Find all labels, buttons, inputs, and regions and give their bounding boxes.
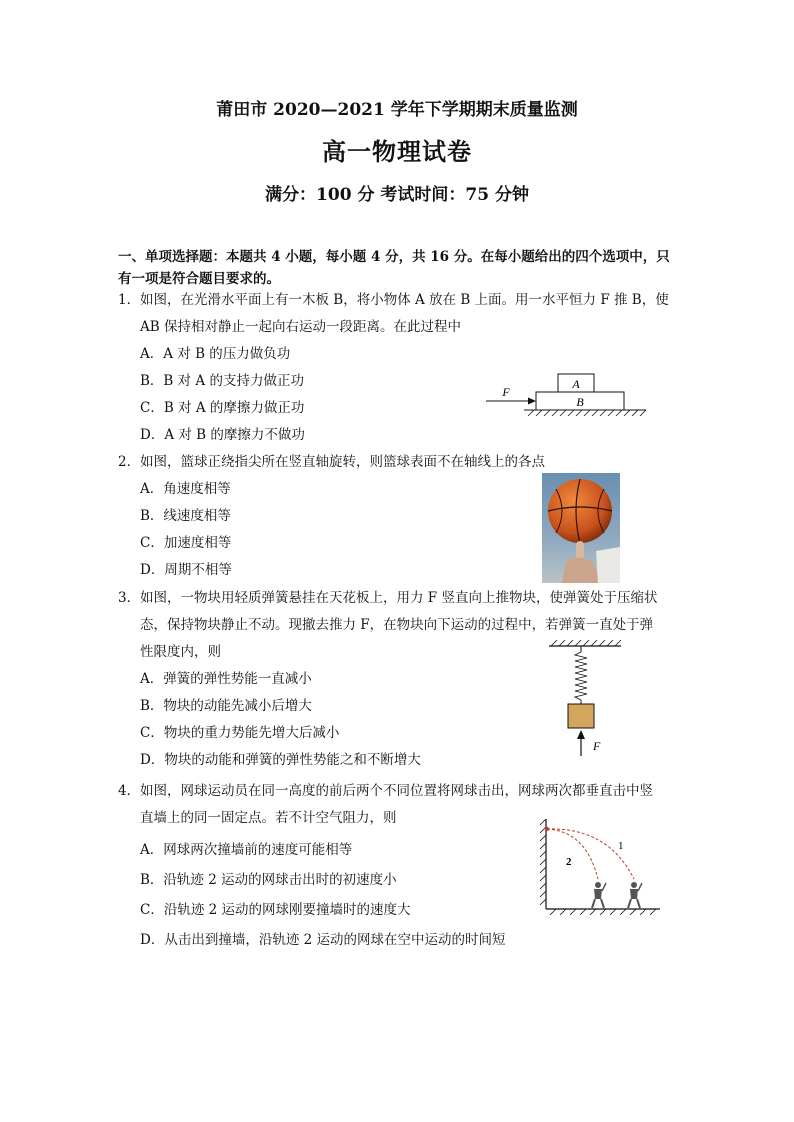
option-c[interactable]: C．沿轨迹 2 运动的网球刚要撞墙时的速度大 — [140, 902, 411, 918]
option-a[interactable]: A．网球两次撞墙前的速度可能相等 — [140, 842, 353, 858]
option-a[interactable]: A．A 对 B 的压力做负功 — [140, 346, 291, 362]
option-c[interactable]: C．加速度相等 — [140, 535, 232, 551]
option-b[interactable]: B．沿轨迹 2 运动的网球击出时的初速度小 — [140, 872, 397, 888]
option-b[interactable]: B．物块的动能先减小后增大 — [140, 698, 312, 714]
option-b[interactable]: B．B 对 A 的支持力做正功 — [140, 373, 304, 389]
figure-spinning-basketball — [542, 473, 620, 583]
question-number: 2． — [118, 454, 141, 470]
trajectory-1 — [547, 829, 634, 879]
question-number: 1． — [118, 292, 141, 308]
option-d[interactable]: D．从击出到撞墙，沿轨迹 2 运动的网球在空中运动的时间短 — [140, 932, 506, 948]
question-stem-line: AB 保持相对静止一起向右运动一段距离。在此过程中 — [140, 319, 461, 335]
question-stem-line: 如图，网球运动员在同一高度的前后两个不同位置将网球击出，网球两次都垂直击中竖 — [140, 783, 653, 799]
figure-block-on-board — [484, 370, 654, 420]
label-f: F — [502, 385, 510, 399]
spring — [575, 652, 587, 700]
label-trajectory-1: 1 — [618, 840, 624, 852]
label-a: A — [572, 377, 580, 391]
option-c[interactable]: C．物块的重力势能先增大后减小 — [140, 725, 340, 741]
exam-score-time: 满分：100 分 考试时间：75 分钟 — [265, 185, 529, 205]
option-a[interactable]: A．角速度相等 — [140, 481, 231, 497]
question-number: 4． — [118, 783, 141, 799]
question-1 — [118, 287, 678, 449]
figure-tennis-wall — [538, 815, 666, 915]
player-near — [592, 882, 606, 908]
option-c[interactable]: C．B 对 A 的摩擦力做正功 — [140, 400, 305, 416]
question-stem-line: 性限度内，则 — [140, 644, 221, 660]
option-d[interactable]: D．物块的动能和弹簧的弹性势能之和不断增大 — [140, 752, 421, 768]
option-b[interactable]: B．线速度相等 — [140, 508, 231, 524]
question-stem-line: 态，保持物块静止不动。现撤去推力 F，在物块向下运动的过程中，若弹簧一直处于弹 — [140, 617, 654, 633]
label-b: B — [576, 395, 584, 409]
option-d[interactable]: D．周期不相等 — [140, 562, 232, 578]
label-trajectory-2: 2 — [566, 856, 572, 868]
question-stem-line: 如图，在光滑水平面上有一木板 B，将小物体 A 放在 B 上面。用一水平恒力 F 推 B，使 — [140, 292, 669, 308]
exam-subject-title: 高一物理试卷 — [322, 137, 472, 166]
section-instructions: 一、单项选择题：本题共 4 小题，每小题 4 分，共 16 分。在每小题给出的四个选项中，只有一项是符合题目要求的。 — [118, 249, 670, 287]
question-stem-line: 如图，篮球正绕指尖所在竖直轴旋转，则篮球表面不在轴线上的各点 — [140, 454, 545, 470]
option-d[interactable]: D．A 对 B 的摩擦力不做功 — [140, 427, 305, 443]
block — [568, 704, 594, 728]
basketball — [548, 479, 612, 543]
trajectory-2 — [547, 829, 598, 879]
player-far — [628, 882, 642, 908]
option-a[interactable]: A．弹簧的弹性势能一直减小 — [140, 671, 312, 687]
question-stem-line: 如图，一物块用轻质弹簧悬挂在天花板上，用力 F 竖直向上推物块，使弹簧处于压缩状 — [140, 590, 658, 606]
label-f: F — [593, 739, 601, 753]
figure-spring-block — [545, 636, 625, 756]
question-number: 3． — [118, 590, 141, 606]
question-stem-line: 直墙上的同一固定点。若不计空气阻力，则 — [140, 810, 397, 826]
exam-header-title: 莆田市 2020—2021 学年下学期期末质量监测 — [216, 100, 578, 120]
